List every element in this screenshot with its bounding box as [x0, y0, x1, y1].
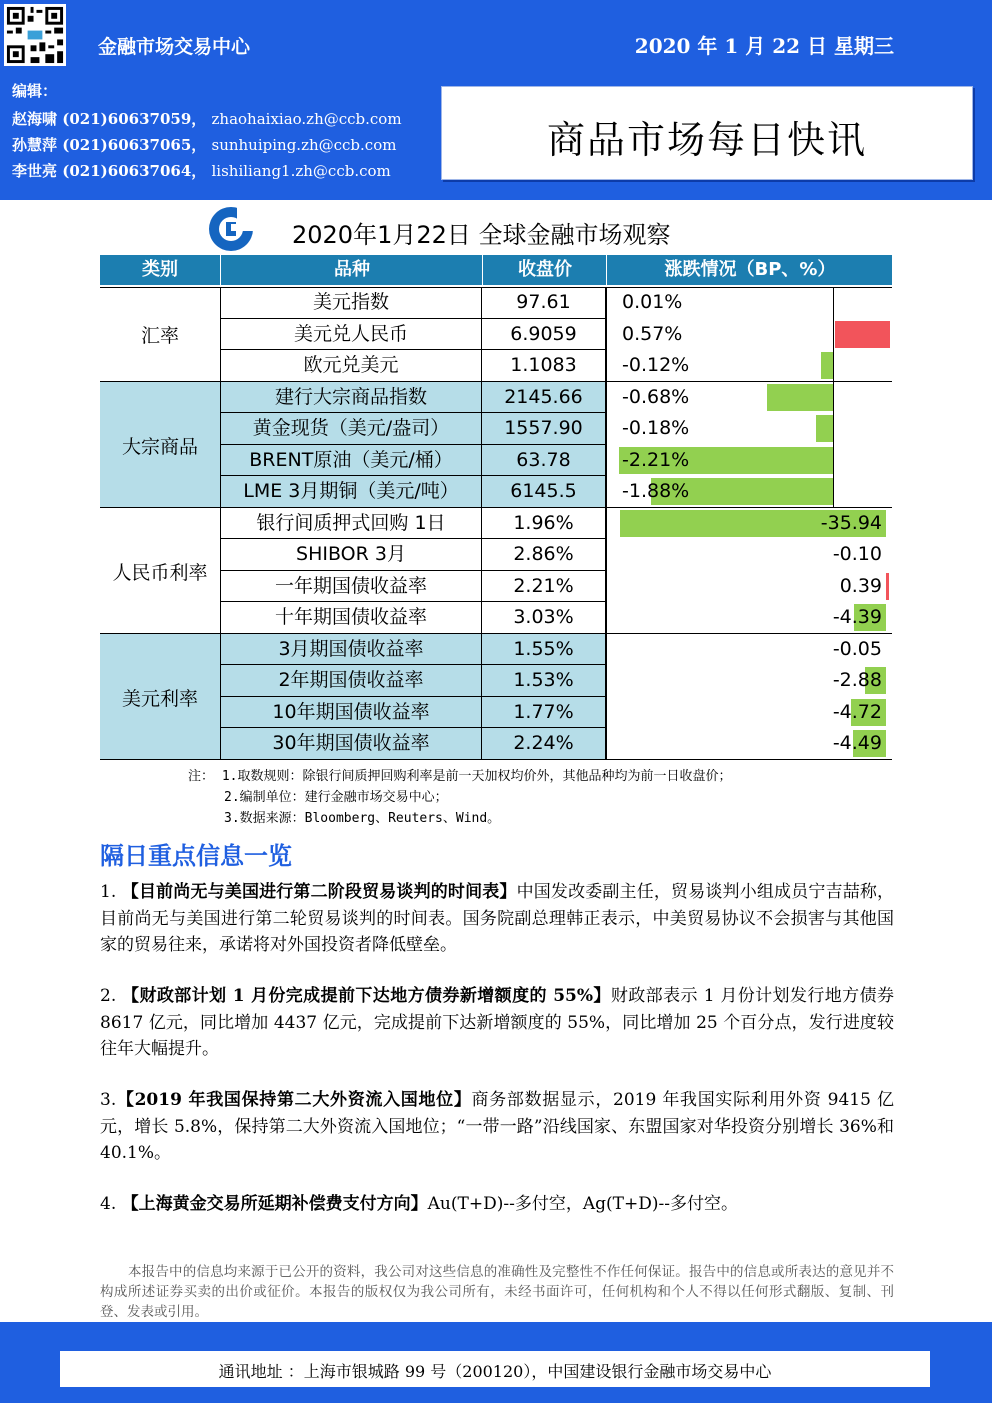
editor-phone: (021)60637059， — [62, 110, 207, 128]
news-title: 【2019 年我国保持第二大外资流入国地位】 — [116, 1090, 472, 1110]
close-cell: 97.61 — [482, 287, 606, 319]
news-item — [100, 879, 894, 959]
news-body: 财政部表示 1 月份计划发行地方债券 8617 亿元，同比增加 4437 亿元，完成提前下达新增额度的 55%，同比增加 25 个百分点，发行进度较往年大幅提升。 — [100, 986, 894, 1059]
close-cell: 1.55% — [482, 634, 606, 666]
change-bar — [886, 573, 889, 600]
close-cell: 2.21% — [482, 571, 606, 603]
close-cell: 1.96% — [482, 508, 606, 540]
item-cell: 3月期国债收益率 — [220, 634, 482, 666]
change-value: -0.18% — [622, 417, 690, 439]
category-cell — [100, 382, 220, 508]
news-item — [100, 1087, 894, 1167]
item-cell: 美元指数 — [220, 287, 482, 319]
qr-code-icon — [4, 4, 66, 66]
change-value: -4.49 — [832, 732, 882, 754]
editor-row — [12, 108, 402, 129]
item-cell: LME 3月期铜（美元/吨） — [220, 476, 482, 508]
editor-row — [12, 134, 396, 155]
close-cell: 2145.66 — [482, 382, 606, 414]
change-value: -2.21% — [622, 448, 690, 471]
header-bar — [0, 0, 992, 72]
change-bar — [767, 384, 833, 411]
item-cell: SHIBOR 3月 — [220, 539, 482, 571]
note-3: 3.数据来源：Bloomberg、Reuters、Wind。 — [224, 811, 501, 826]
close-cell: 3.03% — [482, 602, 606, 634]
category-cell — [100, 508, 220, 634]
category-label: 人民币利率 — [112, 561, 208, 584]
close-cell: 6.9059 — [482, 319, 606, 351]
item-cell: 美元兑人民币 — [220, 319, 482, 351]
change-value: -4.39 — [832, 606, 882, 628]
item-cell: 10年期国债收益率 — [220, 697, 482, 729]
close-cell: 1.1083 — [482, 350, 606, 382]
editor-row — [12, 160, 391, 181]
change-value: -0.10 — [832, 543, 882, 565]
editor-email[interactable]: sunhuiping.zh@ccb.com — [211, 136, 397, 154]
header-item: 品种 — [220, 255, 483, 285]
editors-label: 编辑： — [12, 82, 58, 100]
column-divider — [606, 287, 607, 760]
change-value: -35.94 — [820, 511, 882, 534]
news-title: 【财政部计划 1 月份完成提前下达地方债券新增额度的 55%】 — [122, 986, 611, 1006]
bar-axis — [833, 287, 834, 508]
change-value: 0.39 — [839, 574, 882, 597]
footer-address: 通讯地址 ：上海市银城路 99 号（200120），中国建设银行金融市场交易中心 — [218, 1362, 772, 1381]
item-cell: 银行间质押式回购 1日 — [220, 508, 482, 540]
close-cell: 1557.90 — [482, 413, 606, 445]
close-cell: 2.24% — [482, 728, 606, 760]
editor-name: 赵海啸 — [12, 110, 58, 128]
org-name: 金融市场交易中心 — [98, 36, 251, 58]
news-number: 1. — [100, 882, 122, 902]
editor-email[interactable]: lishiliang1.zh@ccb.com — [211, 162, 391, 180]
change-value: 0.01% — [622, 291, 683, 313]
news-item — [100, 1191, 894, 1218]
close-cell: 1.53% — [482, 665, 606, 697]
category-label: 大宗商品 — [121, 435, 198, 458]
item-cell: BRENT原油（美元/桶） — [220, 445, 482, 477]
item-cell: 黄金现货（美元/盎司） — [220, 413, 482, 445]
news-number: 4. — [100, 1194, 122, 1214]
news-number: 3. — [100, 1090, 117, 1110]
editor-name: 李世亮 — [12, 162, 58, 180]
report-date: 2020 年 1 月 22 日 星期三 — [634, 34, 894, 58]
close-cell: 6145.5 — [482, 476, 606, 508]
header-close: 收盘价 — [482, 255, 607, 285]
disclaimer: 本报告中的信息均来源于已公开的资料，我公司对这些信息的准确性及完整性不作任何保证。报告中的信息或所表达的意见并不构成所述证券买卖的出价或征价。本报告的版权仅为我公司所有，未经书面许可，任何机构和个人不得以任何形式翻版、复制、刊登、发表或引用。 — [100, 1264, 894, 1320]
item-cell: 30年期国债收益率 — [220, 728, 482, 760]
item-cell: 欧元兑美元 — [220, 350, 482, 382]
change-bar — [816, 415, 833, 442]
editor-email[interactable]: zhaohaixiao.zh@ccb.com — [211, 110, 402, 128]
news-body: 商务部数据显示，2019 年我国实际利用外资 9415 亿元，增长 5.8%，保持第二大外资流入国地位；“一带一路”沿线国家、东盟国家对华投资分别增长 36%和 40.1%。 — [100, 1090, 894, 1163]
report-title-box — [441, 86, 973, 180]
news-number: 2. — [100, 986, 123, 1006]
group-divider — [100, 759, 892, 760]
footer-address-box — [60, 1351, 930, 1387]
change-value: -0.12% — [622, 354, 690, 376]
change-value: -4.72 — [832, 700, 882, 723]
item-cell: 十年期国债收益率 — [220, 602, 482, 634]
editor-phone: (021)60637065， — [62, 136, 207, 154]
report-title: 商品市场每日快讯 — [546, 118, 867, 162]
item-cell: 2年期国债收益率 — [220, 665, 482, 697]
news-heading: 隔日重点信息一览 — [100, 842, 292, 870]
close-cell: 2.86% — [482, 539, 606, 571]
news-item — [100, 983, 894, 1063]
editor-name: 孙慧萍 — [12, 136, 58, 154]
change-bar — [821, 352, 833, 379]
news-body: Au(T+D)--多付空，Ag(T+D)--多付空。 — [427, 1194, 738, 1214]
note-1: 注： 1.取数规则：除银行间质押回购利率是前一天加权均价外，其他品种均为前一日收盘价； — [188, 769, 732, 784]
change-bar — [835, 321, 890, 348]
change-value: -2.88 — [832, 669, 882, 691]
news-body: 中国发改委副主任，贸易谈判小组成员宁吉喆称，目前尚无与美国进行第二轮贸易谈判的时间表。国务院副总理韩正表示，中美贸易协议不会损害与其他国家的贸易往来，承诺将对外国投资者降低壁垒。 — [100, 882, 895, 955]
ccb-logo-icon — [207, 206, 255, 252]
category-label: 汇率 — [140, 325, 179, 348]
table-header-row — [100, 255, 892, 285]
header-change: 涨跌情况（BP、%） — [606, 255, 893, 285]
change-value: -0.05 — [832, 637, 882, 660]
news-title: 【目前尚无与美国进行第二阶段贸易谈判的时间表】 — [121, 882, 517, 902]
table-title: 2020年1月22日 全球金融市场观察 — [292, 221, 671, 249]
close-cell: 1.77% — [482, 697, 606, 729]
change-value: -0.68% — [622, 385, 690, 408]
table-top-line — [100, 287, 892, 288]
header-category: 类别 — [142, 259, 178, 280]
note-2: 2.编制单位：建行金融市场交易中心； — [224, 790, 448, 805]
category-label: 美元利率 — [121, 687, 198, 710]
change-value: 0.57% — [622, 322, 683, 345]
category-cell — [100, 634, 220, 760]
item-cell: 建行大宗商品指数 — [220, 382, 482, 414]
news-title: 【上海黄金交易所延期补偿费支付方向】 — [121, 1194, 428, 1214]
category-cell — [100, 287, 220, 382]
close-cell: 63.78 — [482, 445, 606, 477]
item-cell: 一年期国债收益率 — [220, 571, 482, 603]
editor-phone: (021)60637064， — [62, 162, 207, 180]
change-value: -1.88% — [622, 480, 690, 502]
